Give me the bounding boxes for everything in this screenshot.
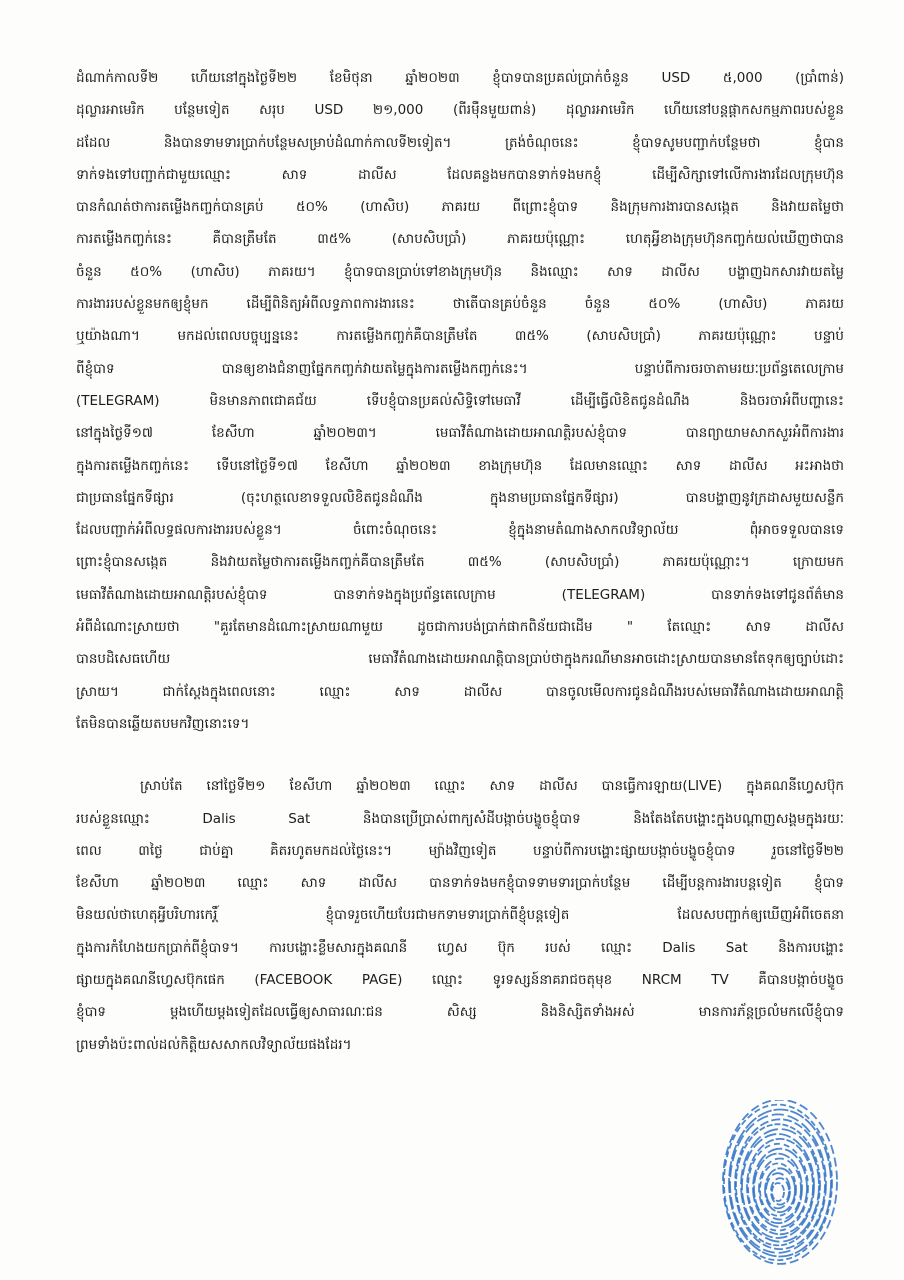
text-line: ពីខ្ញុំបាទ បានឲ្យខាងជំនាញផ្នែកកញ្ចក់វាយតម្លៃក្នុងការតម្លើងកញ្ចក់នេះ។ បន្ទាប់ពីការចរចាតាមរយៈប្រព័ន្ធតេលេក្រាម xyxy=(76,360,844,377)
text-line: បានបដិសេធហើយ មេធាវីតំណាងដោយអាណត្តិបានប្រាប់ថាក្នុងករណីមានអាចដោះស្រាយបានមានតែទុកឲ្យច្បាប់ដោះ xyxy=(76,651,844,668)
paragraph-2 xyxy=(76,770,844,1061)
text-line: ដំណាក់កាលទី២ ហើយនៅក្នុងថ្ងៃទី២២ ខែមិថុនា ឆ្នាំ២០២៣ ខ្ញុំបាទបានប្រគល់ប្រាក់ចំនួន USD ៥,000 (ប្រាំពាន់) xyxy=(76,70,844,86)
fingerprint-ridge xyxy=(772,1183,784,1201)
text-line: ឬយ៉ាងណា។ មកដល់ពេលបច្ចុប្បន្ននេះ ការតម្លើងកញ្ចក់គឺបានត្រឹមតែ ៣៥% (សាបសិបប្រាំ) ភាគរយប៉ុណ្ណោះ បន្ទាប់ xyxy=(76,328,844,345)
text-line: ក្នុងការកំហែងយកប្រាក់ពីខ្ញុំបាទ។ ការបង្ហោះខ្លឹមសារក្នុងគណនី ហ្វេស ប៊ុក របស់ ឈ្មោះ Dalis Sat និងការបង្ហោះ xyxy=(76,939,844,956)
text-line: ចំនួន ៥០% (ហាសិប) ភាគរយ។ ខ្ញុំបាទបានប្រាប់ទៅខាងក្រុមហ៊ុន និងឈ្មោះ សាទ ដាលីស បង្ហាញឯកសារវាយតម្លៃ xyxy=(76,263,844,280)
text-line: ខែសីហា ឆ្នាំ២០២៣ ឈ្មោះ សាទ ដាលីស បានទាក់ទងមកខ្ញុំបាទទាមទារប្រាក់បន្ថែម ដើម្បីបន្តការងារបន្តទៀត ខ្ញុំបាទ xyxy=(76,875,844,892)
text-line: ព្រោះខ្ញុំបានសង្កេត និងវាយតម្លៃថាការតម្លើងកញ្ចក់គឺបានត្រឹមតែ ៣៥% (សាបសិបប្រាំ) ភាគរយប៉ុណ្ណោះ។ ក្រោយមក xyxy=(76,554,844,571)
text-line: ព្រមទាំងប៉ះពាល់ដល់កិត្តិយសសាកលវិទ្យាល័យផងដែរ។ xyxy=(76,1036,352,1053)
text-line: ស្រាប់តែ នៅថ្ងៃទី២១ ខែសីហា ឆ្នាំ២០២៣ ឈ្មោះ សាទ ដាលីស បានធ្វើការឡាយ(LIVE) ក្នុងគណនីហ្វេសប៊ុក xyxy=(140,778,844,795)
document-body xyxy=(76,62,844,1061)
text-line: ទាក់ទងទៅបញ្ជាក់ជាមួយឈ្មោះ សាទ ដាលីស ដែលគន្លងមកបានទាក់ទងមកខ្ញុំ ដើម្បីសិក្សាទៅលើការងារដែលក្រុមហ៊ុន xyxy=(76,166,844,183)
text-line: ការតម្លើងកញ្ចក់នេះ គឺបានត្រឹមតែ ៣៥% (សាបសិបប្រាំ) ភាគរយប៉ុណ្ណោះ ហេតុអ្វីខាងក្រុមហ៊ុនកញ្ចក់យល់ឃើញថាបាន xyxy=(76,231,844,248)
text-line: ស្រាយ។ ជាក់ស្តែងក្នុងពេលនោះ ឈ្មោះ សាទ ដាលីស បានចូលមើលការជូនដំណឹងរបស់មេធាវីតំណាងដោយអាណត្តិ xyxy=(76,683,844,700)
fingerprint-icon xyxy=(720,1100,838,1270)
text-line: ផ្សាយក្នុងគណនីហ្វេសប៊ុកផេក (FACEBOOK PAGE) ឈ្មោះ ទូរទស្សន៍នាគរាជចតុមុខ NRCM TV គឺបានបង្កាច់បង្ខូច xyxy=(76,972,844,989)
text-line: ខ្ញុំបាទ ម្តងហើយម្តងទៀតដែលធ្វើឲ្យសាធារណៈជន សិស្ស និងនិស្សិតទាំងអស់ មានការភ័ន្តច្រលំមកលើខ្ញុំបាទ xyxy=(76,1004,844,1021)
paragraph-1 xyxy=(76,62,844,740)
text-line: របស់ខ្លួនឈ្មោះ Dalis Sat និងបានប្រើប្រាស់ពាក្យសំដីបង្កាច់បង្ខូចខ្ញុំបាទ និងតែងតែបង្ហោះក្នុងបណ្តាញសង្គមក្នុងរយៈ xyxy=(76,810,844,827)
text-line: តែមិនបានឆ្លើយតបមកវិញនោះទេ។ xyxy=(76,715,250,732)
text-line: ជាប្រធានផ្នែកទីផ្សារ (ចុះហត្ថលេខាទទួលលិខិតជូនដំណឹង ក្នុងនាមប្រធានផ្នែកទីផ្សារ) បានបង្ហាញនូវក្រដាសមួយសន្លឹក xyxy=(76,489,844,506)
text-line: នៅក្នុងថ្ងៃទី១៧ ខែសីហា ឆ្នាំ២០២៣។ មេធាវីតំណាងដោយអាណត្តិរបស់ខ្ញុំបាទ បានព្យាយាមសាកសួរអំពីការងារ xyxy=(76,425,844,442)
text-line: ដែលបញ្ជាក់អំពីលទ្ធផលការងាររបស់ខ្លួន។ ចំពោះចំណុចនេះ ខ្ញុំក្នុងនាមតំណាងសាកលវិទ្យាល័យ ពុំអាចទទួលបានទេ xyxy=(76,522,844,539)
text-line: ដុល្លារអាមេរិក បន្ថែមទៀត សរុប USD ២១,000 (ពីរម៉ឺនមួយពាន់) ដុល្លារអាមេរិក ហើយនៅបន្តផ្តាកសកម្មភាពរបស់ខ្លួន xyxy=(76,102,844,119)
text-line: អំពីដំណោះស្រាយថា "គួរតែមានដំណោះស្រាយណាមួយ ដូចជាការបង់ប្រាក់ផាកពិន័យជាដើម " តែឈ្មោះ សាទ ដាលីស xyxy=(76,619,844,636)
text-line: មេធាវីតំណាងដោយអាណត្តិរបស់ខ្ញុំបាទ បានទាក់ទងក្នុងប្រព័ន្ធតេលេក្រាម (TELEGRAM) បានទាក់ទងទៅជូនព័ត៌មាន xyxy=(76,586,844,603)
text-line: ដដែល និងបានទាមទារប្រាក់បន្ថែមសម្រាប់ដំណាក់កាលទី២ទៀត។ ត្រង់ចំណុចនេះ ខ្ញុំបាទសូមបញ្ជាក់បន្ថែមថា ខ្ញុំបាន xyxy=(76,134,844,151)
paragraph-spacer xyxy=(76,740,844,770)
fingerprint-ridge xyxy=(748,1144,808,1231)
text-line: ពេល ៣ថ្ងៃ ជាប់គ្នា គិតរហូតមកដល់ថ្ងៃនេះ។ ម្យ៉ាងវិញទៀត បន្ទាប់ពីការបង្ហោះផ្សាយបង្កាច់បង្ខូចខ្ញុំបាទ រួចនៅថ្ងៃទី២២ xyxy=(76,842,844,859)
text-line: បានកំណត់ថាការតម្លើងកញ្ចក់បានគ្រប់ ៥០% (ហាសិប) ភាគរយ ពីព្រោះខ្ញុំបាទ និងក្រុមការងារបានសង្កេត និងវាយតម្លៃថា xyxy=(76,199,844,216)
text-line: ការងាររបស់ខ្លួនមកឲ្យខ្ញុំមក ដើម្បីពិនិត្យអំពីលទ្ធភាពការងារនេះ ថាតើបានគ្រប់ចំនួន ចំនួន ៥០% (ហាសិប) ភាគរយ xyxy=(76,296,844,313)
text-line: ក្នុងការតម្លើងកញ្ចក់នេះ ទើបនៅថ្ងៃទី១៧ ខែសីហា ឆ្នាំ២០២៣ ខាងក្រុមហ៊ុន ដែលមានឈ្មោះ សាទ ដាលីស អះអាងថា xyxy=(76,457,844,474)
text-line: (TELEGRAM) មិនមានភាពជោគជ័យ ទើបខ្ញុំបានប្រគល់សិទ្ធិទៅមេធាវី ដើម្បីធ្វើលិខិតជូនដំណឹង និងចរចាអំពីបញ្ហានេះ xyxy=(76,392,844,409)
text-line: មិនយល់ថាហេតុអ្វីបរិហារកេរ្តិ៍ ខ្ញុំបាទរួចហើយបែរជាមកទាមទារប្រាក់ពីខ្ញុំបន្តទៀត ដែលសបញ្ជាក់ឲ្យឃើញអំពីចេតនា xyxy=(76,907,844,924)
